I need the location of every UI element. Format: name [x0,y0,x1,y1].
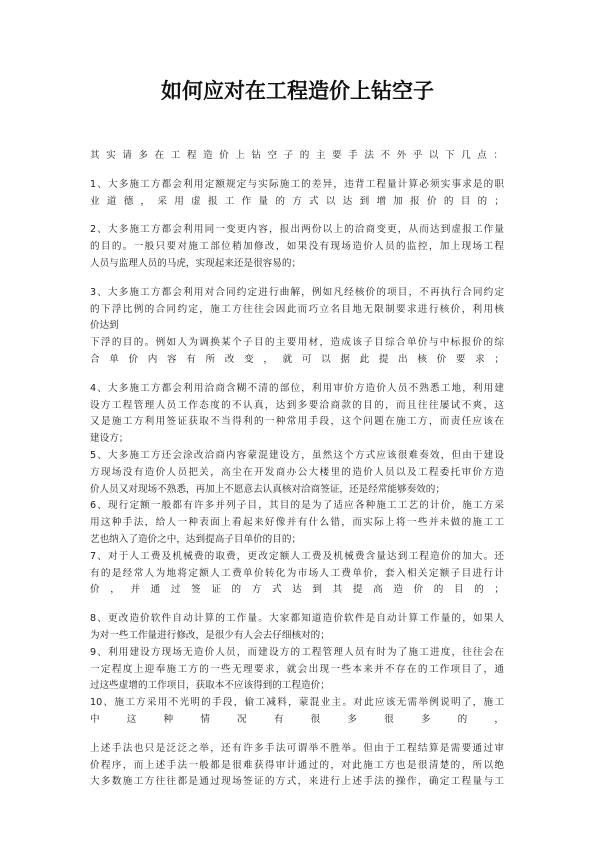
paragraph-line: 价，并通过签证的方式达到其提高造价的目的； [90,584,504,596]
paragraph-line: 过这些虚增的工作项目，获取本不应该得到的工程造价； [90,680,330,692]
paragraph-line: 设方工程管理人员工作态度的不认真，达到多要洽商款的目的，而且往往屡试不爽，这 [90,399,504,411]
paragraph-line: 1、大多施工方都会利用定额规定与实际施工的差异，违背工程量计算必须实事求是的职 [90,178,504,190]
document-title: 如何应对在工程造价上钻空子 [161,79,434,103]
paragraph-line: 价程序，而上述手法一般都是很难获得审计通过的，对此施工方也是很清楚的，所以绝 [90,759,504,771]
paragraph-line: 中这种情况有很多很多的， [90,713,504,725]
paragraph-line: 6、现行定额一般都有许多并列子目，其目的是为了适应各种施工工艺的计价，施工方采 [90,500,504,512]
document-body [90,148,504,791]
paragraph-line: 价人员又对现场不熟悉，再加上不愿意去认真核对洽商签证，还是经常能够奏效的； [90,483,445,495]
paragraph-line: 7、对于人工费及机械费的取费，更改定额人工费及机械费含量达到工程造价的加大。还 [90,550,504,562]
paragraph-line: 又是施工方利用签证获取不当得利的一种常用手段，这个问题在施工方，而责任应该在 [90,416,504,428]
paragraph-line: 10、施工方采用不光明的手段，偷工减料，蒙混业主。对此应该无需举例说明了，施工 [90,697,504,709]
paragraph-5 [90,611,504,729]
paragraph-line: 建设方； [90,433,129,445]
paragraph-gap [90,210,504,222]
paragraph-line: 为对一些工作量进行修改，是很少有人会去仔细核对的； [90,629,330,641]
paragraph-line: 3、大多施工方都会利用对合同约定进行曲解，例如凡经核价的项目，不再执行合同约定 [90,286,504,298]
paragraph-gap [90,599,504,611]
paragraph-gap [90,273,504,285]
paragraph-line: 业道德，采用虚报工作量的方式以达到增加报价的目的； [90,195,504,207]
paragraph-line: 2、大多施工方都会利用同一变更内容，报出两份以上的洽商变更，从而达到虚报工作量 [90,224,504,236]
intro-paragraph: 其实请多在工程造价上钻空子的主要手法不外乎以下几点： [90,150,504,161]
paragraph-line: 用这种手法，给人一种表面上看起来好像并有什么错，而实际上将一些并未做的施工工 [90,517,504,529]
paragraph-line: 大多数施工方往往都是通过现场签证的方式，来进行上述手法的操作，确定工程量与工 [90,776,504,788]
paragraph-gap [90,729,504,741]
paragraph-line: 人员与监理人员的马虎，实现起来还是很容易的； [90,257,302,269]
paragraph-line: 艺也纳入了造价之中，达到提高子目单价的目的； [90,533,302,545]
paragraph-gap [90,369,504,381]
paragraph-2 [90,222,504,272]
paragraph-line: 下浮的目的。例如人为调换某个子目的主要用材，造成该子目综合单价与中标报价的综 [90,337,504,349]
paragraph-line: 有的是经常人为地将定额人工费单价转化为市场人工费单价，套入相关定额子目进行计 [90,567,504,579]
paragraph-3 [90,285,504,369]
paragraph-line: 方现场没有造价人员把关，高尘在开发商办公大楼里的造价人员以及工程委托审价方造 [90,466,504,478]
paragraph-line: 价达到 [90,320,119,332]
paragraph-1 [90,177,504,211]
paragraph-line: 4、大多施工方都会利用洽商含糊不清的部位，利用审价方造价人员不熟悉工地，利用建 [90,382,504,394]
paragraph-line: 的目的。一般只要对施工部位稍加修改，如果没有现场造价人员的监控，加上现场工程 [90,241,504,253]
paragraph-line: 一定程度上迎奉施工方的一些无理要求，就会出现一些本来并不存在的工作项目了，通 [90,663,504,675]
paragraph-line: 的下浮比例的合同约定，施工方往往会因此而巧立名目地无限制要求进行核价，利用核 [90,303,504,315]
paragraph-line: 5、大多施工方还会涂改洽商内容蒙混建设方，虽然这个方式应该很难奏效，但由于建设 [90,449,504,461]
paragraph-line: 8、更改造价软件自动计算的工作量。大家都知道造价软件是自动计算工作量的，如果人 [90,613,504,625]
paragraph-6 [90,741,504,791]
paragraph-line: 9、利用建设方现场无造价人员，而建设方的工程管理人员有时为了施工进度，往往会在 [90,646,504,658]
paragraph-4 [90,381,504,599]
paragraph-line: 上述手法也只是泛泛之举，还有许多手法可谓举不胜举。但由于工程结算是需要通过审 [90,742,504,754]
paragraph-line: 合单价内容有所改变，就可以据此提出核价要求； [90,353,504,365]
